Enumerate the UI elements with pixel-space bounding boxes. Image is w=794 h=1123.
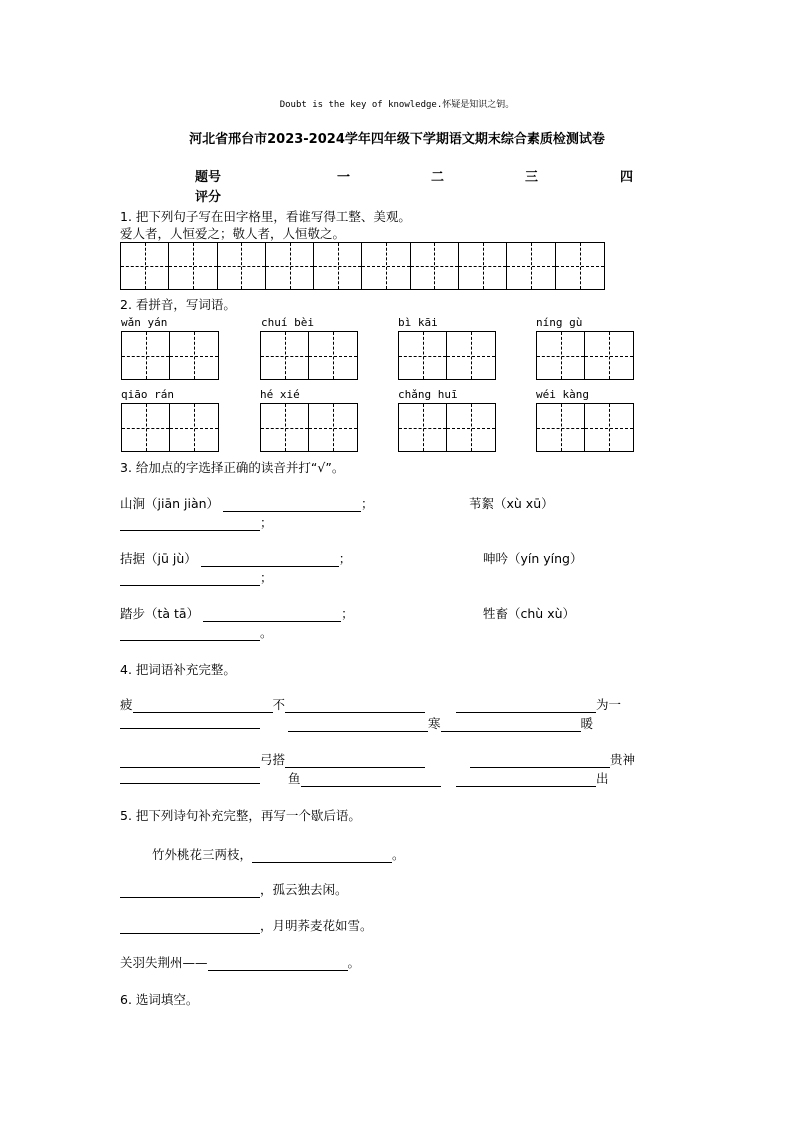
- q3-word-1: 山涧（jiān jiàn）: [120, 496, 220, 511]
- q2-pinyin-5: qiāo rán: [121, 388, 174, 401]
- answer-blank[interactable]: [203, 608, 341, 622]
- q4-char: 出: [596, 771, 609, 786]
- q4-char: 贵神: [610, 752, 636, 767]
- answer-blank[interactable]: [201, 553, 339, 567]
- answer-blank[interactable]: [223, 498, 361, 512]
- answer-blank[interactable]: [133, 699, 273, 713]
- q4-row-3b: [470, 750, 635, 768]
- q2-grid-3[interactable]: [398, 331, 496, 380]
- q4-char: 不: [272, 697, 286, 712]
- q2-grid-5[interactable]: [121, 403, 219, 452]
- q3-word-4: 呻吟（yín yíng）: [483, 551, 583, 566]
- answer-blank[interactable]: [252, 849, 392, 863]
- q3-item-4-answer: [120, 568, 273, 586]
- score-table-col-4: 四: [620, 170, 634, 185]
- q1-writing-grid[interactable]: [120, 242, 605, 290]
- q2-prompt: 2. 看拼音，写词语。: [120, 297, 236, 312]
- q2-grid-1[interactable]: [121, 331, 219, 380]
- answer-blank[interactable]: [470, 754, 610, 768]
- q4-char: 疲: [120, 697, 133, 712]
- answer-blank[interactable]: [120, 627, 260, 641]
- q5-line-4: [120, 953, 360, 971]
- q4-row-1: [120, 695, 425, 713]
- q3-word-2: 苇絮（xù xū）: [469, 496, 554, 511]
- q4-row-4b: [288, 769, 441, 787]
- answer-blank[interactable]: [120, 884, 260, 898]
- poem-text: ，月明荞麦花如雪。: [260, 918, 373, 933]
- q4-char: 鱼: [288, 771, 301, 786]
- answer-blank[interactable]: [120, 920, 260, 934]
- q4-row-4c: [456, 769, 609, 787]
- q1-sentence: 爱人者，人恒爱之；敬人者，人恒敬之。: [120, 226, 346, 241]
- q3-word-3: 拮据（jū jù）: [120, 551, 197, 566]
- q2-pinyin-7: chǎng huī: [398, 388, 458, 401]
- answer-blank[interactable]: [120, 754, 260, 768]
- q3-item-4: [483, 549, 583, 567]
- q5-prompt: 5. 把下列诗句补充完整，再写一个歇后语。: [120, 808, 361, 823]
- punct: 。: [347, 955, 361, 970]
- score-table-row2-label: 评分: [195, 190, 222, 205]
- q3-item-3: [120, 549, 351, 567]
- q2-pinyin-3: bì kāi: [398, 316, 438, 329]
- q2-grid-7[interactable]: [398, 403, 496, 452]
- answer-blank[interactable]: [285, 699, 425, 713]
- answer-blank[interactable]: [208, 957, 348, 971]
- score-table-col-3: 三: [525, 170, 539, 185]
- page-title: 河北省邢台市2023-2024学年四年级下学期语文期末综合素质检测试卷: [189, 132, 605, 147]
- score-table-row1-label: 题号: [195, 170, 222, 185]
- q3-item-6: [483, 604, 575, 622]
- q2-grid-8[interactable]: [536, 403, 634, 452]
- q4-row-4: [120, 769, 260, 784]
- punct: ；: [338, 551, 352, 566]
- q2-grid-4[interactable]: [536, 331, 634, 380]
- poem-text: 竹外桃花三两枝，: [152, 847, 253, 862]
- q3-word-5: 踏步（tà tā）: [120, 606, 200, 621]
- score-table-col-2: 二: [431, 170, 445, 185]
- answer-blank[interactable]: [456, 773, 596, 787]
- q2-pinyin-2: chuí bèi: [261, 316, 314, 329]
- poem-text: ，孤云独去闲。: [260, 882, 348, 897]
- answer-blank[interactable]: [120, 715, 260, 729]
- q5-line-1: [152, 845, 405, 863]
- answer-blank[interactable]: [120, 770, 260, 784]
- q2-pinyin-4: níng gù: [536, 316, 583, 329]
- punct: ；: [361, 496, 374, 511]
- q4-prompt: 4. 把词语补充完整。: [120, 662, 236, 677]
- q4-char: 弓搭: [260, 752, 286, 767]
- q5-line-2: [120, 880, 348, 898]
- poem-text: 关羽失荆州——: [120, 955, 208, 970]
- q3-prompt: 3. 给加点的字选择正确的读音并打“√”。: [120, 460, 345, 475]
- q4-char: 寒: [428, 716, 441, 731]
- q2-pinyin-8: wéi kàng: [536, 388, 589, 401]
- q2-pinyin-6: hé xié: [260, 388, 300, 401]
- q4-row-2b: [288, 714, 593, 732]
- answer-blank[interactable]: [285, 754, 425, 768]
- punct: ；: [260, 570, 273, 585]
- punct: ；: [260, 515, 273, 530]
- punct: 。: [260, 625, 273, 640]
- q1-prompt: 1. 把下列句子写在田字格里，看谁写得工整、美观。: [120, 209, 411, 224]
- q3-word-6: 牲畜（chù xù）: [483, 606, 576, 621]
- answer-blank[interactable]: [288, 718, 428, 732]
- score-table-col-1: 一: [337, 170, 351, 185]
- q4-char: 暖: [580, 716, 594, 731]
- q3-item-1: [120, 494, 374, 512]
- answer-blank[interactable]: [120, 572, 260, 586]
- q2-pinyin-1: wǎn yán: [121, 316, 168, 329]
- motto: Doubt is the key of knowledge.怀疑是知识之钥。: [279, 100, 515, 110]
- q3-item-2: [469, 494, 554, 512]
- punct: 。: [392, 847, 405, 862]
- answer-blank[interactable]: [456, 699, 596, 713]
- q4-row-3: [120, 750, 425, 768]
- answer-blank[interactable]: [441, 718, 581, 732]
- q6-prompt: 6. 选词填空。: [120, 992, 199, 1007]
- punct: ；: [341, 606, 354, 621]
- q5-line-3: [120, 916, 373, 934]
- q4-char: 为一: [596, 697, 622, 712]
- q2-grid-2[interactable]: [260, 331, 358, 380]
- answer-blank[interactable]: [301, 773, 441, 787]
- q3-item-5: [120, 604, 354, 622]
- q4-row-2: [120, 714, 260, 729]
- answer-blank[interactable]: [120, 517, 260, 531]
- q3-item-2-answer: [120, 513, 273, 531]
- q3-item-6-answer: [120, 623, 273, 641]
- q2-grid-6[interactable]: [260, 403, 358, 452]
- q4-row-1b: [456, 695, 621, 713]
